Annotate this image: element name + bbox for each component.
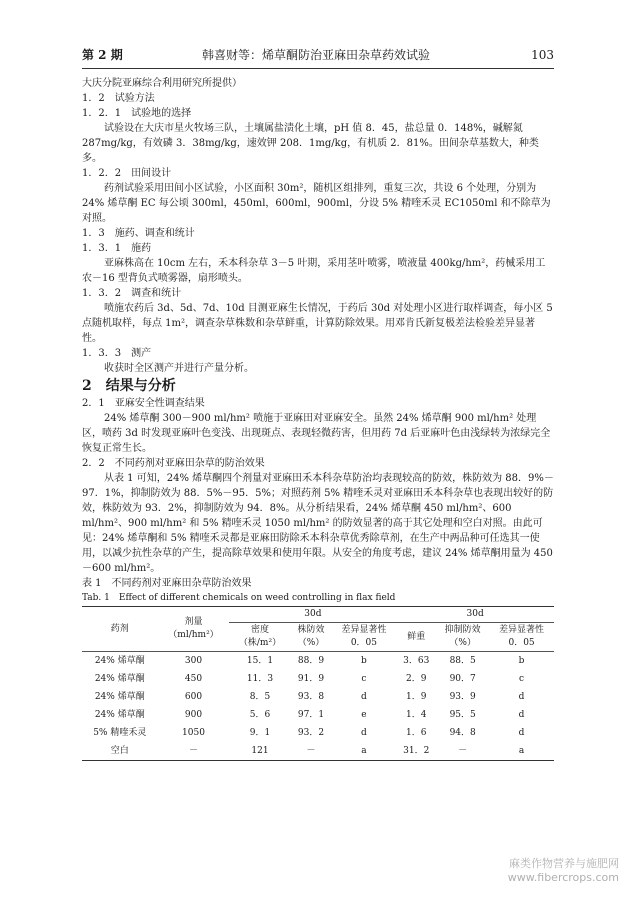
heading-2-2: 2．2 不同药剂对亚麻田杂草的防治效果 (82, 458, 265, 469)
col-significance-a: 差异显著性 0．05 (332, 623, 397, 652)
table-row: 24% 烯草酮 600 8．5 93．8 d 1．9 93．9 d (94, 691, 525, 702)
watermark-title: 麻类作物营养与施肥网 (509, 857, 619, 870)
paragraph-survey: 喷施农药后 3d、5d、7d、10d 目测亚麻生长情况，于药后 30d 对处理小区进行取样调查，每小区 5 点随机取样，每点 1m²，调查杂草株数和杂草鲜重，计算防除效果。用邓肯氏新复极差法检验差异显著性。 (82, 303, 553, 344)
table-row: 空白 － 121 － a 31．2 － a (82, 742, 554, 761)
col-inhibit-efficacy: 抑制防效 （%） (436, 623, 489, 652)
col-density: 密度 （株/m²） (229, 623, 290, 652)
col-significance-b: 差异显著性 0．05 (489, 623, 554, 652)
paragraph-efficacy: 从表 1 可知，24% 烯草酮四个剂量对亚麻田禾本科杂草防治均表现较高的防效，株防效为 88．9%－97．1%，抑制防效为 88．5%－95．5%；对照药剂 5% 精喹禾灵对亚麻田禾本科杂草也表现出较好的防效，株防效为 93．2%，抑制防效为 94．8%。从分析结果看，24% 烯草酮 450 ml/hm²、600 ml/hm²、900 ml/hm² 和 5% 精喹禾灵 1050 ml/hm² 的防效显著的高于其它处理和空白对照。由此可见：24% 烯草酮和 5% 精喹禾灵都是亚麻田防除禾本科杂草优秀除草剂，在生产中两品种可任选其一使用，以减少抗性杂草的产生，提高除草效果和使用年限。从安全的角度考虑，建议 24% 烯草酮用量为 450－600 ml/hm²。 (82, 473, 554, 574)
issue-number: 第 2 期 (82, 48, 123, 62)
article-body (82, 76, 554, 761)
heading-1-3-2: 1．3．2 调查和统计 (82, 288, 182, 299)
heading-1-3-1: 1．3．1 施药 (82, 243, 152, 254)
paragraph-application: 亚麻株高在 10cm 左右，禾本科杂草 3－5 叶期，采用茎叶喷雾，喷液量 400kg/hm²，药械采用工农－16 型背负式喷雾器，扇形喷头。 (82, 258, 546, 284)
table-row: 5% 精喹禾灵 1050 9．1 93．2 d 1．6 94．8 d (93, 727, 525, 738)
col-fresh-weight: 鲜重 (396, 623, 436, 652)
heading-1-3-3: 1．3．3 测产 (82, 348, 152, 359)
table-caption-cn: 表 1 不同药剂对亚麻田杂草防治效果 (82, 578, 252, 589)
header-divider (82, 68, 554, 69)
page-number: 103 (531, 48, 554, 62)
heading-1-3: 1．3 施药、调查和统计 (82, 228, 195, 239)
heading-2: 2 结果与分析 (82, 378, 176, 394)
source-note: 大庆分院亚麻综合利用研究所提供） (82, 78, 242, 89)
table-row: 24% 烯草酮 900 5．6 97．1 e 1．4 95．5 d (94, 709, 525, 720)
paragraph-design: 药剂试验采用田间小区试验，小区面积 30m²，随机区组排列，重复三次，共设 6 个处理，分别为 24% 烯草酮 EC 每公顷 300ml，450ml，600ml，900ml，分设 5% 精喹禾灵 EC1050ml 和不除草为对照。 (82, 183, 551, 224)
col-group-30d-weight: 30d (396, 607, 554, 623)
running-header (82, 47, 552, 63)
col-group-30d-density: 30d (229, 607, 396, 623)
table-caption-en: Tab. 1 Effect of different chemicals on weed controlling in flax field (82, 593, 396, 603)
paragraph-yield: 收获时全区测产并进行产量分析。 (104, 363, 254, 374)
results-table (82, 606, 554, 761)
running-title: 韩喜财等：烯草酮防治亚麻田杂草药效试验 (202, 48, 431, 62)
col-agent: 药剂 (82, 607, 158, 652)
heading-1-2-1: 1．2．1 试验地的选择 (82, 108, 192, 119)
col-plant-efficacy: 株防效 （%） (291, 623, 332, 652)
paragraph-safety: 24% 烯草酮 300－900 ml/hm² 喷施于亚麻田对亚麻安全。虽然 24% 烯草酮 900 ml/hm² 处理区，喷药 3d 时发现亚麻叶色变浅、出现斑点、表现轻微药害，但用药 7d 后亚麻叶色由浅绿转为浓绿完全恢复正常生长。 (82, 413, 551, 454)
paragraph-site: 试验设在大庆市星火牧场三队，土壤属盐渍化土壤，pH 值 8．45，盐总量 0．148%，碱解氮 287mg/kg，有效磷 3．38mg/kg，速效钾 208．1mg/kg，有机质 2．81%。田间杂草基数大，种类多。 (82, 123, 539, 164)
watermark-url: www.fibercrops.com (507, 871, 619, 884)
table-row: 24% 烯草酮 300 15．1 88．9 b 3．63 88．5 b (94, 655, 525, 666)
col-dose: 剂量 （ml/hm²） (158, 607, 230, 652)
site-watermark (508, 857, 619, 885)
heading-1-2-2: 1．2．2 田间设计 (82, 168, 172, 179)
heading-1-2: 1．2 试验方法 (82, 93, 155, 104)
heading-2-1: 2．1 亚麻安全性调查结果 (82, 398, 205, 409)
table-row: 24% 烯草酮 450 11．3 91．9 c 2．9 90．7 c (94, 673, 525, 684)
